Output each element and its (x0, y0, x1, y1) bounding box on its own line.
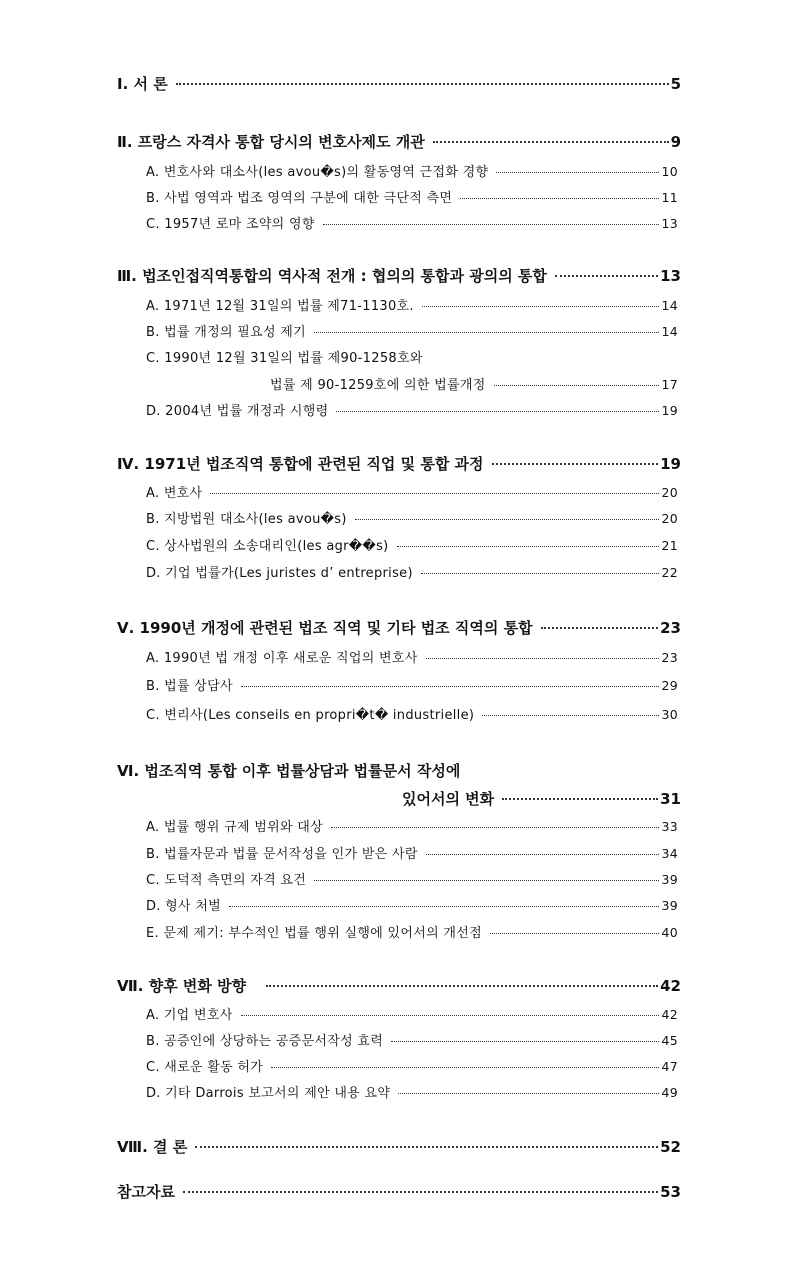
dot-leader (398, 1093, 659, 1094)
toc-section-6-continuation (402, 788, 681, 809)
toc-page-number: 11 (661, 190, 678, 205)
toc-page-number: 53 (660, 1183, 681, 1201)
dot-leader (502, 798, 658, 800)
toc-page-number: 17 (661, 377, 678, 392)
toc-page-number: 42 (660, 977, 681, 995)
dot-leader (460, 198, 659, 199)
toc-item-title: D. 형사 처벌 (146, 899, 222, 914)
toc-page-number: 23 (661, 650, 678, 665)
dot-leader (183, 1191, 658, 1193)
toc-page-number: 29 (661, 678, 678, 693)
toc-item (146, 535, 678, 554)
toc-page-number: 45 (661, 1033, 678, 1048)
toc-section-2 (117, 131, 681, 152)
toc-item (146, 869, 678, 888)
toc-page-number: 40 (661, 925, 678, 940)
toc-item (146, 1004, 678, 1023)
toc-item (146, 562, 678, 581)
dot-leader (176, 83, 669, 85)
toc-item (146, 1056, 678, 1075)
toc-page-number: 31 (660, 790, 681, 808)
toc-page-number: 14 (661, 324, 678, 339)
toc-section-7 (117, 975, 681, 996)
dot-leader (314, 880, 659, 881)
toc-page-number: 22 (661, 565, 678, 580)
toc-page-number: 49 (661, 1085, 678, 1100)
toc-page-number: 42 (661, 1007, 678, 1022)
toc-item-title: A. 기업 변호사 (146, 1008, 233, 1023)
dot-leader (241, 686, 660, 687)
toc-page-number: 39 (661, 898, 678, 913)
toc-page-number: 19 (661, 403, 678, 418)
toc-item (146, 704, 678, 723)
toc-item-title: B. 지방법원 대소사(les avou�s) (146, 512, 347, 527)
toc-item (146, 647, 678, 666)
toc-item-title: C. 1957년 로마 조약의 영향 (146, 217, 315, 232)
toc-item (146, 187, 678, 206)
dot-leader (494, 385, 660, 386)
toc-item (146, 400, 678, 419)
toc-item (146, 895, 678, 914)
toc-page-number: 34 (661, 846, 678, 861)
toc-section-title: Ⅷ. 결 론 (117, 1138, 188, 1156)
toc-item-title: C. 새로운 활동 허가 (146, 1060, 264, 1075)
toc-item-title: D. 기타 Darrois 보고서의 제안 내용 요약 (146, 1086, 391, 1101)
toc-section-6-title: Ⅵ. 법조직역 통합 이후 법률상담과 법률문서 작성에 (117, 762, 461, 780)
dot-leader (421, 573, 660, 574)
toc-section-4 (117, 453, 681, 474)
toc-item (146, 295, 678, 314)
toc-page-number: 19 (660, 455, 681, 473)
dot-leader (331, 827, 659, 828)
toc-page-number: 33 (661, 819, 678, 834)
toc-page-number: 13 (661, 216, 678, 231)
toc-page-number: 23 (660, 619, 681, 637)
toc-item-title: B. 사법 영역과 법조 영역의 구분에 대한 극단적 측면 (146, 191, 453, 206)
dot-leader (391, 1041, 659, 1042)
dot-leader (229, 906, 659, 907)
toc-item-title: B. 공증인에 상당하는 공증문서작성 효력 (146, 1034, 384, 1049)
toc-page-number: 9 (670, 133, 681, 151)
toc-page-number: 20 (661, 511, 678, 526)
toc-page-number: 47 (661, 1059, 678, 1074)
dot-leader (355, 519, 660, 520)
toc-item (146, 161, 678, 180)
toc-page-number: 21 (661, 538, 678, 553)
dot-leader (492, 463, 659, 465)
toc-item-title: D. 기업 법률가(Les juristes d’ entreprise) (146, 566, 413, 581)
toc-item (146, 482, 678, 501)
toc-page-number: 30 (661, 707, 678, 722)
dot-leader (496, 172, 659, 173)
toc-item-title: B. 법률 상담사 (146, 679, 233, 694)
dot-leader (397, 546, 660, 547)
toc-section-title: Ⅶ. 향후 변화 방향 (117, 977, 247, 995)
toc-page-number: 20 (661, 485, 678, 500)
toc-item (146, 816, 678, 835)
toc-item-title: B. 법률자문과 법률 문서작성을 인가 받은 사람 (146, 847, 418, 862)
toc-item-title: C. 1990년 12월 31일의 법률 제90-1258호와 (146, 351, 423, 366)
toc-page-number: 13 (660, 267, 681, 285)
dot-leader (271, 1067, 659, 1068)
toc-item (146, 843, 678, 862)
toc-section-title: Ⅰ. 서 론 (117, 75, 168, 93)
toc-item-title: A. 변호사와 대소사(les avou�s)의 활동영역 근접화 경향 (146, 165, 489, 180)
toc-item-title: D. 2004년 법률 개정과 시행령 (146, 404, 329, 419)
toc-section-title: Ⅲ. 법조인접직역통합의 역사적 전개 : 협의의 통합과 광의의 통합 (117, 267, 547, 285)
toc-page-number: 39 (661, 872, 678, 887)
toc-item (146, 922, 678, 941)
toc-item-continuation (270, 374, 678, 393)
toc-item-title: E. 문제 제기: 부수적인 법률 행위 실행에 있어서의 개선점 (146, 926, 482, 941)
toc-section-title: 있어서의 변화 (402, 790, 495, 808)
toc-section-8 (117, 1136, 681, 1157)
toc-item-title: A. 변호사 (146, 486, 203, 501)
dot-leader (314, 332, 660, 333)
toc-page-number: 5 (670, 75, 681, 93)
toc-references (117, 1181, 681, 1202)
dot-leader (433, 141, 669, 143)
toc-item (146, 321, 678, 340)
dot-leader (266, 985, 658, 987)
toc-item-title: B. 법률 개정의 필요성 제기 (146, 325, 306, 340)
dot-leader (555, 275, 658, 277)
toc-item-title: C. 상사법원의 소송대리인(les agr��s) (146, 539, 389, 554)
toc-item-title: A. 1990년 법 개정 이후 새로운 직업의 변호사 (146, 651, 418, 666)
toc-section-title: 참고자료 (117, 1183, 175, 1201)
toc-item-title: A. 법률 행위 규제 범위와 대상 (146, 820, 323, 835)
dot-leader (482, 715, 659, 716)
dot-leader (426, 658, 660, 659)
dot-leader (336, 411, 659, 412)
dot-leader (422, 306, 660, 307)
dot-leader (210, 493, 659, 494)
dot-leader (426, 854, 660, 855)
toc-page-number: 52 (660, 1138, 681, 1156)
toc-section-title: Ⅱ. 프랑스 자격사 통합 당시의 변호사제도 개관 (117, 133, 425, 151)
toc-item-title: C. 도덕적 측면의 자격 요건 (146, 873, 307, 888)
toc-item-title: A. 1971년 12월 31일의 법률 제71-1130호. (146, 299, 414, 314)
toc-section-1 (117, 73, 681, 94)
toc-section-title: Ⅳ. 1971년 법조직역 통합에 관련된 직업 및 통합 과정 (117, 455, 484, 473)
toc-section-5 (117, 617, 681, 638)
toc-item (146, 675, 678, 694)
toc-item-title: C. 변리사(Les conseils en propri�t� industrielle) (146, 708, 475, 723)
toc-item (146, 1082, 678, 1101)
dot-leader (490, 933, 660, 934)
toc-section-title: Ⅴ. 1990년 개정에 관련된 법조 직역 및 기타 법조 직역의 통합 (117, 619, 533, 637)
dot-leader (241, 1015, 660, 1016)
dot-leader (323, 224, 660, 225)
dot-leader (541, 627, 659, 629)
toc-page-number: 14 (661, 298, 678, 313)
toc-item (146, 213, 678, 232)
toc-item-title: 법률 제 90-1259호에 의한 법률개정 (270, 378, 486, 393)
toc-section-3 (117, 265, 681, 286)
toc-item (146, 508, 678, 527)
toc-page-number: 10 (661, 164, 678, 179)
toc-item (146, 1030, 678, 1049)
dot-leader (195, 1146, 658, 1148)
